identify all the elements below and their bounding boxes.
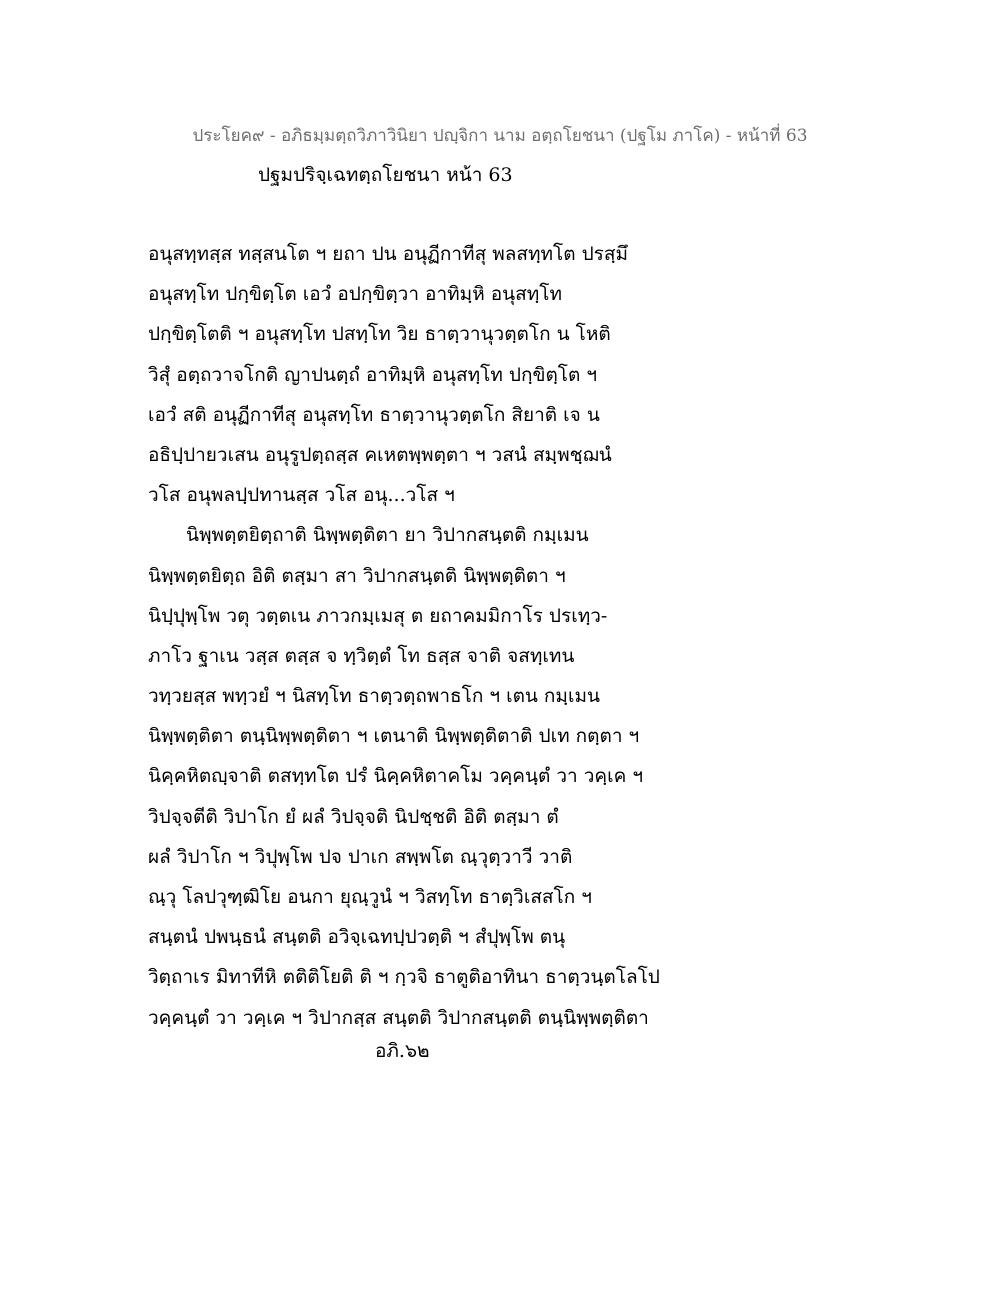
text-line: วิสุํ อตฺถวาจโกติ ญาปนตฺถํ อาทิมฺหิ อนุสทฺโท ปกฺขิตฺโต ฯ — [148, 363, 598, 386]
text-line: นิปฺปุพฺโพ วตุ วตฺตเน ภาวกมฺเมสุ ต ยถาคมมิกาโร ปรเทฺว- — [148, 604, 608, 627]
text-line: ผลํ วิปาโก ฯ วิปุพฺโพ ปจ ปาเก สพฺพโต ณฺวุตฺวาวี วาติ — [148, 845, 573, 868]
text-line: ณฺวุ โลปวุฑฺฒิโย อนกา ยุณฺวูนํ ฯ วิสทฺโท ธาตฺวิเสสโก ฯ — [148, 886, 592, 908]
body-text — [148, 240, 688, 1044]
text-line: นิพฺพตฺติตา ตนฺนิพฺพตฺติตา ฯ เตนาติ นิพฺพตฺติตาติ ปเท กตฺตา ฯ — [148, 725, 640, 748]
running-header: ประโยค๙ - อภิธมฺมตฺถวิภาวินิยา ปญฺจิกา นาม อตฺถโยชนา (ปฐโม ภาโค) - หน้าที่ 63 — [192, 126, 808, 146]
text-line: อธิปฺปายวเสน อนุรูปตฺถสฺส คเหตพฺพตฺตา ฯ วสนํ สมฺพชฺฌนํ — [148, 443, 612, 466]
text-line: อนุสทฺทสฺส ทสฺสนโต ฯ ยถา ปน อนุฏีกาทีสุ พลสทฺทโต ปรสฺมึ — [148, 243, 628, 265]
page-signature: อภิ.๖๒ — [375, 1040, 430, 1062]
text-line: วทฺวยสฺส พทฺวยํ ฯ นิสทฺโท ธาตฺวตฺถพาธโก ฯ เตน กมฺเมน — [148, 685, 600, 708]
text-line: วโส อนุพลปฺปทานสฺส วโส อนุ...วโส ฯ — [148, 484, 455, 507]
paragraph-first-line: นิพฺพตฺตยิตฺถาติ นิพฺพตฺติตา ยา วิปากสนฺตติ กมฺเมน — [186, 524, 589, 547]
text-line: อนุสทฺโท ปกฺขิตฺโต เอวํ อปกฺขิตฺวา อาทิมฺหิ อนุสทฺโท — [148, 283, 563, 306]
text-line: นิพฺพตฺตยิตฺถ อิติ ตสฺมา สา วิปากสนฺตติ นิพฺพตฺติตา ฯ — [148, 564, 566, 587]
text-line: วิตฺถาเร มิทาทีหิ ตติติโยติ ติ ฯ กฺวจิ ธาตูติอาทินา ธาตฺวนฺตโลโป — [148, 966, 660, 989]
text-line: เอวํ สติ อนุฏีกาทีสุ อนุสทฺโท ธาตฺวานุวตฺตโก สิยาติ เจ น — [148, 403, 600, 426]
text-line: ปกฺขิตฺโตติ ฯ อนุสทฺโท ปสทฺโท วิย ธาตฺวานุวตฺตโก น โหติ — [148, 323, 611, 346]
text-line: วคฺคนฺตํ วา วคฺเค ฯ วิปากสฺส สนฺตติ วิปากสนฺตติ ตนฺนิพฺพตฺติตา — [148, 1006, 649, 1029]
text-line: นิคฺคหิตญฺจาติ ตสทฺทโต ปรํ นิคฺคหิตาคโม วคฺคนฺตํ วา วคฺเค ฯ — [148, 765, 644, 788]
text-line: สนฺตนํ ปพนฺธนํ สนฺตติ อวิจฺเฉทปฺปวตฺติ ฯ สํปุพฺโพ ตนุ — [148, 926, 566, 949]
text-line: วิปจฺจตีติ วิปาโก ยํ ผลํ วิปจฺจติ นิปชฺชติ อิติ ตสฺมา ตํ — [148, 805, 559, 828]
text-line: ภาโว ฐาเน วสฺส ตสฺส จ ทฺวิตฺตํ โท ธสฺส จาติ จสทฺเทน — [148, 644, 575, 667]
section-title: ปฐมปริจฺเฉทตฺถโยชนา หน้า 63 — [258, 164, 513, 186]
